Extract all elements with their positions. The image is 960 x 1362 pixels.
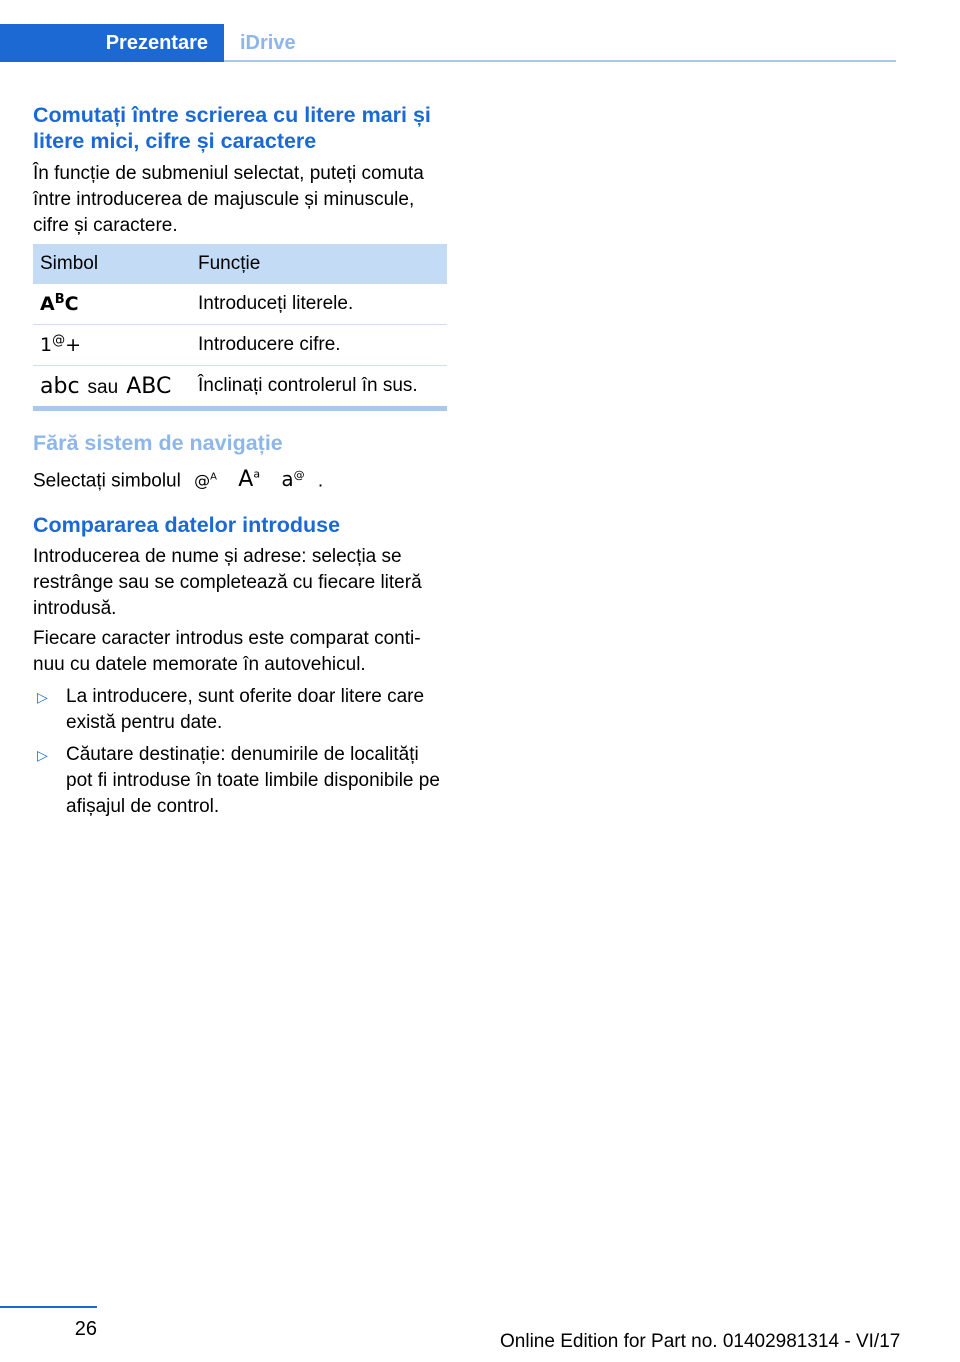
table-cell-function: Introducere cifre. xyxy=(191,325,447,366)
table-cell-function: Înclinați controlerul în sus. xyxy=(191,366,447,409)
at-a-icon: @$^A$ xyxy=(194,471,217,491)
section-heading-case-switch: Comutați între scrierea cu litere mari și litere mici, cifre și caractere xyxy=(33,103,431,153)
bullet-list xyxy=(33,684,447,826)
table-row xyxy=(33,366,447,409)
a-upper-small-icon: $A^a$ xyxy=(238,467,261,493)
abc-uppercase-large-icon: ABC xyxy=(126,373,172,399)
section-paragraph-no-nav xyxy=(33,462,447,494)
symbol-or-text: sau xyxy=(87,376,119,398)
triangle-bullet-icon: ▷ xyxy=(37,689,48,705)
section-paragraph-compare-2: Fiecare caracter introdus este comparat conti‐nuu cu datele memorate în autovehicul. xyxy=(33,628,421,675)
abc-lowercase-icon: abc xyxy=(40,373,80,399)
symbol-table xyxy=(33,244,447,411)
edition-footer: Online Edition for Part no. 01402981314 - VI/17 xyxy=(500,1331,901,1352)
list-item-text: Căutare destinație: denumirile de localități pot fi introduse în toate limbile disponibile pe afișajul de control. xyxy=(66,744,440,817)
triangle-bullet-icon: ▷ xyxy=(37,747,48,763)
table-header-symbol: Simbol xyxy=(33,244,191,284)
table-header-function: Funcție xyxy=(191,244,447,284)
table-header-row xyxy=(33,244,447,284)
list-item-text: La introducere, sunt oferite doar litere care există pentru date. xyxy=(66,686,425,733)
table-cell-symbol xyxy=(33,325,191,366)
header-divider xyxy=(224,60,896,62)
table-cell-symbol xyxy=(33,284,191,325)
section-heading-no-nav: Fără sistem de navigație xyxy=(33,431,283,455)
sentence-end: . xyxy=(317,470,324,492)
digits-symbols-icon: 1@+ xyxy=(40,333,82,356)
section-heading-compare: Compararea datelor introduse xyxy=(33,513,341,537)
tab-prezentare[interactable] xyxy=(0,24,224,62)
section-paragraph-compare-1: Introducerea de nume și adrese: selecția se restrânge sau se completează cu fiecare literă introdusă. xyxy=(33,546,422,619)
page-number-rule xyxy=(0,1306,97,1308)
page-number: 26 xyxy=(74,1318,97,1340)
a-at-icon: a@ xyxy=(281,467,305,492)
list-item xyxy=(33,742,447,820)
table-cell-symbol xyxy=(33,366,191,409)
tab-idrive-label: iDrive xyxy=(240,31,296,54)
select-symbol-text: Selectați simbolul xyxy=(33,470,181,492)
tab-prezentare-label: Prezentare xyxy=(105,31,208,54)
table-cell-function: Introduceți literele. xyxy=(191,284,447,325)
list-item xyxy=(33,684,447,736)
tab-idrive[interactable] xyxy=(224,24,296,62)
table-row xyxy=(33,284,447,325)
section-paragraph-case-switch: În funcție de submeniul selectat, puteți comuta între introducerea de majuscule și minuscule, cifre și caractere. xyxy=(33,163,424,236)
table-row xyxy=(33,325,447,366)
abc-uppercase-icon: $A^BC$ xyxy=(40,292,79,315)
